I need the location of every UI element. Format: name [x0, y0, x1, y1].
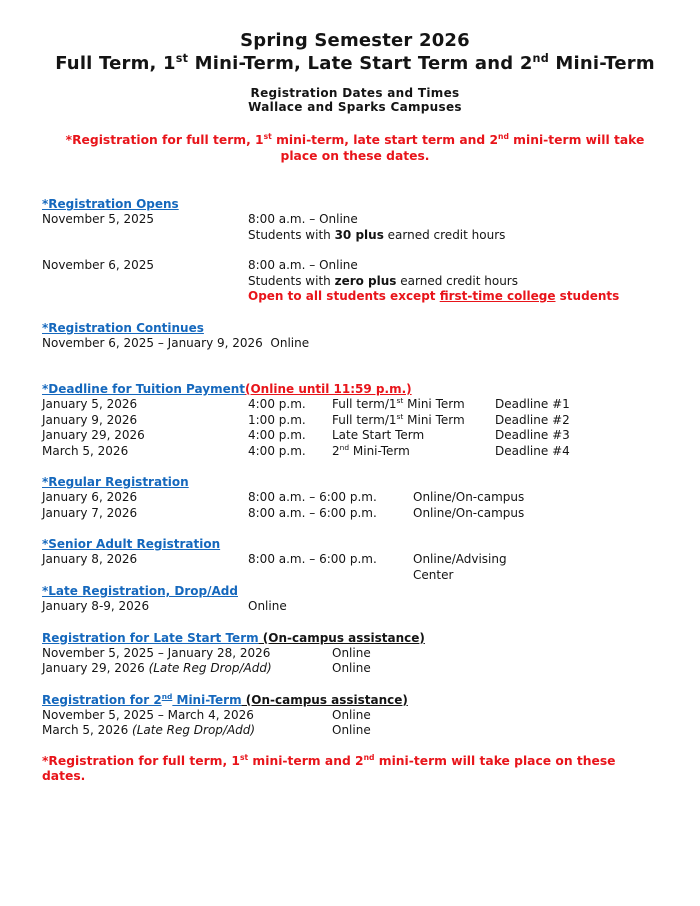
table-row [42, 444, 668, 460]
date-cell: January 9, 2026 [42, 412, 138, 427]
deadline-number-cell: Deadline #3 [495, 428, 570, 442]
mode-cell: Online [332, 723, 371, 737]
registration-continues-heading: *Registration Continues [42, 320, 204, 335]
term-cell: Late Start Term [332, 428, 425, 442]
date-cell: November 5, 2025 [42, 212, 155, 226]
date-range-line: November 6, 2025 – January 9, 2026 Online [42, 335, 310, 350]
time-cell: 4:00 p.m. [248, 428, 306, 442]
date-range-cell: January 29, 2026 (Late Reg Drop/Add) [42, 661, 272, 675]
time-cell: 8:00 a.m. – 6:00 p.m. [248, 490, 377, 504]
deadline-number-cell: Deadline #4 [495, 443, 570, 458]
regular-registration-heading: *Regular Registration [42, 475, 189, 489]
table-row [42, 723, 668, 739]
date-range-cell: March 5, 2026 (Late Reg Drop/Add) [42, 723, 256, 737]
title-line-1: Spring Semester 2026 [240, 30, 470, 51]
section-tuition-deadline [42, 381, 668, 459]
section-late-start-term [42, 630, 668, 677]
deadline-number-cell: Deadline #1 [495, 397, 570, 411]
location-line: Online/Advising [413, 552, 507, 566]
table-row [42, 258, 668, 305]
table-row [42, 428, 668, 444]
table-row [42, 661, 668, 677]
section-registration-continues [42, 320, 668, 352]
detail-line: Students with 30 plus earned credit hours [248, 227, 506, 242]
second-mini-term-heading: Registration for 2nd Mini-Term (On-campus assistance) [42, 691, 408, 707]
location-cell [413, 552, 668, 583]
time-cell: 4:00 p.m. [248, 397, 306, 411]
alert-line: Open to all students except first-time college students [248, 289, 620, 303]
registration-opens-heading: *Registration Opens [42, 197, 179, 211]
date-cell: January 8-9, 2026 [42, 599, 150, 613]
section-senior-adult-registration [42, 536, 668, 583]
time-line: 8:00 a.m. – Online [248, 258, 358, 272]
table-row [42, 212, 668, 243]
date-cell: January 6, 2026 [42, 490, 138, 504]
table-row [42, 506, 668, 522]
detail-line: Students with zero plus earned credit hours [248, 273, 518, 288]
time-cell: 8:00 a.m. – 6:00 p.m. [248, 505, 377, 520]
deadline-number-cell: Deadline #2 [495, 412, 570, 427]
bottom-notice: *Registration for full term, 1st mini-term and 2nd mini-term will take place on these dates. [42, 752, 620, 783]
late-start-term-heading: Registration for Late Start Term (On-campus assistance) [42, 630, 425, 645]
term-cell: Full term/1st Mini Term [332, 396, 465, 411]
mode-cell: Online [332, 645, 371, 660]
table-row [42, 397, 668, 413]
location-cell: Online/On-campus [413, 490, 525, 504]
detail-cell [248, 212, 668, 243]
time-cell: 4:00 p.m. [248, 443, 306, 458]
location-cell: Online/On-campus [413, 505, 525, 520]
mode-cell: Online [248, 599, 287, 613]
term-cell: 2nd Mini-Term [332, 442, 410, 458]
mode-cell: Online [332, 661, 371, 675]
senior-adult-heading: *Senior Adult Registration [42, 537, 221, 551]
date-cell: March 5, 2026 [42, 443, 129, 458]
date-range-cell: November 5, 2025 – March 4, 2026 [42, 707, 254, 722]
date-cell: January 8, 2026 [42, 552, 138, 566]
tuition-deadline-heading: *Deadline for Tuition Payment(Online until 11:59 p.m.) [42, 382, 412, 396]
table-row [42, 599, 668, 615]
document-header [42, 30, 668, 164]
time-cell: 1:00 p.m. [248, 412, 306, 427]
late-registration-heading: *Late Registration, Drop/Add [42, 584, 238, 598]
location-line: Center [413, 567, 454, 582]
date-cell: November 6, 2025 [42, 258, 155, 272]
term-cell: Full term/1st Mini Term [332, 411, 465, 427]
time-cell: 8:00 a.m. – 6:00 p.m. [248, 552, 377, 566]
date-cell: January 29, 2026 [42, 428, 145, 442]
subtitle-campuses: Wallace and Sparks Campuses [248, 100, 462, 114]
table-row [42, 413, 668, 429]
section-second-mini-term [42, 692, 668, 739]
subtitle-registration-dates: Registration Dates and Times [250, 86, 460, 100]
section-regular-registration [42, 474, 668, 521]
date-range-cell: November 5, 2025 – January 28, 2026 [42, 645, 271, 660]
time-line: 8:00 a.m. – Online [248, 212, 358, 226]
table-row [42, 646, 668, 662]
section-late-registration [42, 583, 668, 615]
date-cell: January 7, 2026 [42, 505, 138, 520]
mode-cell: Online [332, 707, 371, 722]
top-notice: *Registration for full term, 1st mini-term, late start term and 2nd mini-term will take place on these dates. [65, 131, 649, 163]
title-line-2: Full Term, 1st Mini-Term, Late Start Term and 2nd Mini-Term [55, 52, 655, 74]
table-row [42, 552, 668, 583]
section-registration-opens [42, 196, 668, 305]
detail-cell [248, 258, 668, 305]
table-row [42, 708, 668, 724]
date-cell: January 5, 2026 [42, 397, 138, 411]
table-row [42, 490, 668, 506]
